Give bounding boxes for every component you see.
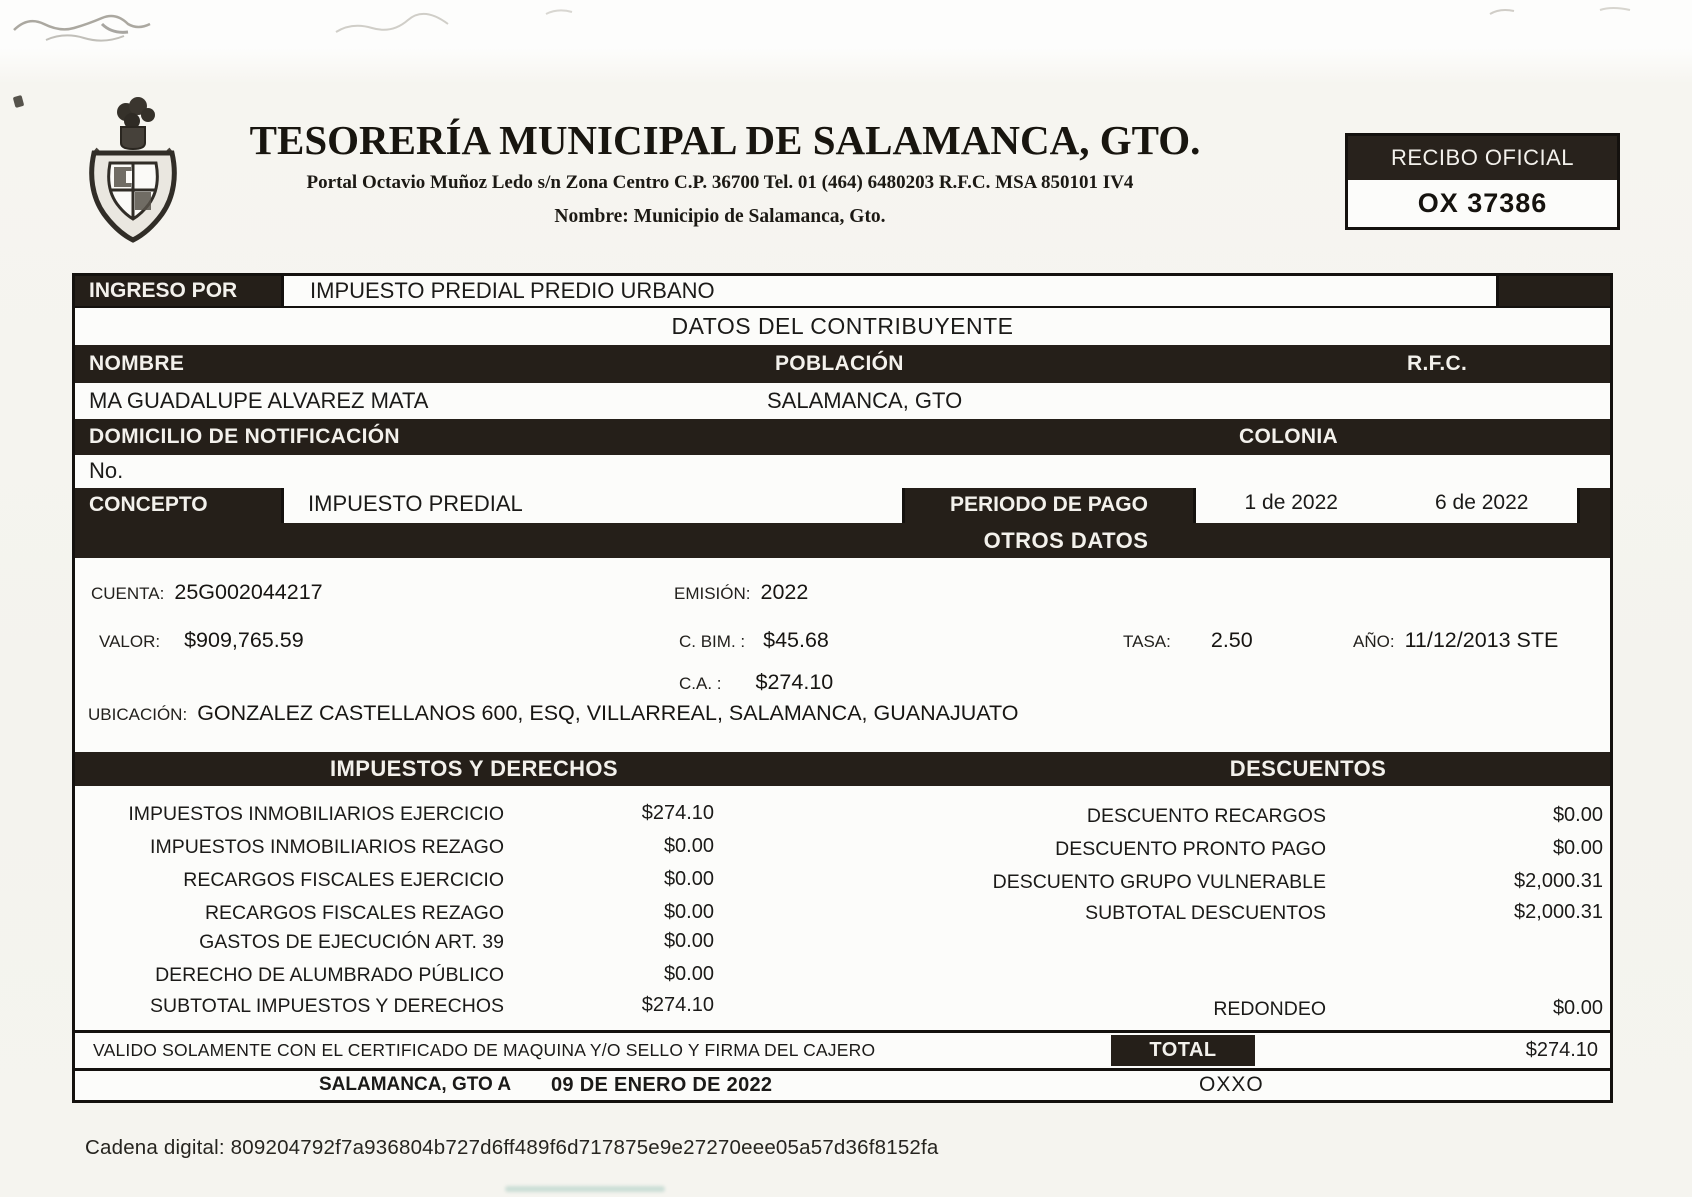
row-label: IMPUESTOS INMOBILIARIOS REZAGO <box>150 836 504 858</box>
row-amount: $2,000.31 <box>1514 901 1603 923</box>
place-date-row <box>75 1068 1610 1100</box>
row-label: IMPUESTOS INMOBILIARIOS EJERCICIO <box>128 803 504 825</box>
pencil-scribble-artifact <box>6 2 626 57</box>
ingreso-por-value: IMPUESTO PREDIAL PREDIO URBANO <box>281 276 1499 306</box>
row-label: DESCUENTO PRONTO PAGO <box>1055 838 1326 860</box>
periodo-inicio: 1 de 2022 <box>1244 491 1338 514</box>
total-label: TOTAL <box>1111 1035 1255 1066</box>
date-text: 09 DE ENERO DE 2022 <box>551 1074 773 1096</box>
row-amount: $2,000.31 <box>1514 870 1603 892</box>
emision-field <box>674 580 808 605</box>
valor-value: $909,765.59 <box>184 628 304 652</box>
periodo-de-pago-label: PERIODO DE PAGO <box>950 493 1148 516</box>
contribuyente-values-row <box>75 383 1610 419</box>
concepto-value: IMPUESTO PREDIAL <box>281 488 905 523</box>
row-label: GASTOS DE EJECUCIÓN ART. 39 <box>199 931 504 953</box>
tasa-label: TASA: <box>1123 632 1171 651</box>
emision-label: EMISIÓN: <box>674 584 751 603</box>
anio-field <box>1353 628 1558 653</box>
contribuyente-header-band <box>75 345 1610 383</box>
row-label: SUBTOTAL IMPUESTOS Y DERECHOS <box>150 995 504 1017</box>
valido-text: VALIDO SOLAMENTE CON EL CERTIFICADO DE MAQUINA Y/O SELLO Y FIRMA DEL CAJERO <box>93 1040 876 1060</box>
cashier-text: OXXO <box>1199 1073 1264 1096</box>
ubicacion-field <box>88 701 1018 726</box>
periodo-de-pago-values <box>1193 488 1580 523</box>
row-label: DESCUENTO RECARGOS <box>1086 805 1326 827</box>
otros-datos-content <box>75 558 1610 752</box>
emision-value: 2022 <box>760 580 809 604</box>
cuenta-field <box>91 580 323 605</box>
concepto-row <box>75 488 1610 523</box>
scan-marks-artifact <box>1480 2 1680 32</box>
domicilio-values-row <box>75 455 1610 488</box>
amounts-tables <box>75 786 1610 1030</box>
rfc-label: R.F.C. <box>1407 352 1468 375</box>
receipt-number: OX 37386 <box>1417 188 1548 218</box>
row-label: RECARGOS FISCALES EJERCICIO <box>183 869 504 891</box>
domicilio-label: DOMICILIO DE NOTIFICACIÓN <box>89 425 400 448</box>
domicilio-value: No. <box>89 458 124 483</box>
cbim-label: C. BIM. : <box>679 632 746 651</box>
ingreso-por-label: INGRESO POR <box>89 279 238 302</box>
ca-label: C.A. : <box>679 674 722 693</box>
valor-field <box>99 628 304 653</box>
row-amount: $0.00 <box>663 963 714 985</box>
row-amount: $0.00 <box>1552 997 1603 1019</box>
tables-header-band <box>75 752 1610 786</box>
ubicacion-label: UBICACIÓN: <box>88 705 188 724</box>
section-title-contribuyente: DATOS DEL CONTRIBUYENTE <box>671 313 1014 339</box>
cbim-field <box>679 628 829 653</box>
ca-field <box>679 670 833 695</box>
header-name-line: Nombre: Municipio de Salamanca, Gto. <box>554 206 886 227</box>
row-label: DESCUENTO GRUPO VULNERABLE <box>992 871 1326 893</box>
row-amount: $0.00 <box>663 835 714 857</box>
periodo-fin: 6 de 2022 <box>1435 491 1529 514</box>
row-amount: $0.00 <box>1552 837 1603 859</box>
receipt-body <box>72 273 1613 1103</box>
cuenta-label: CUENTA: <box>91 584 165 603</box>
official-receipt-box <box>1345 133 1620 230</box>
row-amount: $0.00 <box>1552 804 1603 826</box>
colonia-label: COLONIA <box>1239 425 1338 448</box>
cuenta-value: 25G002044217 <box>174 580 323 604</box>
valido-total-row <box>75 1030 1610 1068</box>
municipal-shield-icon <box>84 95 182 243</box>
poblacion-label: POBLACIÓN <box>775 352 904 375</box>
impuestos-title: IMPUESTOS Y DERECHOS <box>330 756 618 781</box>
row-amount: $274.10 <box>641 802 714 824</box>
total-amount: $274.10 <box>1525 1039 1598 1061</box>
row-label: DERECHO DE ALUMBRADO PÚBLICO <box>155 964 504 986</box>
nombre-value: MA GUADALUPE ALVAREZ MATA <box>89 388 429 413</box>
tasa-value: 2.50 <box>1210 628 1253 652</box>
descuentos-title: DESCUENTOS <box>1229 756 1387 781</box>
header-address: Portal Octavio Muñoz Ledo s/n Zona Centro C.P. 36700 Tel. 01 (464) 6480203 R.F.C. MSA 850101 IV4 <box>306 172 1134 193</box>
anio-label: AÑO: <box>1353 632 1395 651</box>
row-label: REDONDEO <box>1213 998 1326 1020</box>
ubicacion-value: GONZALEZ CASTELLANOS 600, ESQ, VILLARREAL, SALAMANCA, GUANAJUATO <box>197 701 1019 725</box>
row-label: SUBTOTAL DESCUENTOS <box>1085 902 1326 924</box>
anio-value: 11/12/2013 STE <box>1404 628 1559 652</box>
row-amount: $0.00 <box>663 901 714 923</box>
digital-chain-text: Cadena digital: 809204792f7a936804b727d6ff489f6d717875e9e27270eee05a57d36f8152fa <box>85 1136 939 1159</box>
ca-value: $274.10 <box>755 670 834 694</box>
scanner-smudge-artifact <box>505 1186 665 1192</box>
poblacion-value: SALAMANCA, GTO <box>767 388 963 413</box>
receipt-box-label: RECIBO OFICIAL <box>1348 136 1617 180</box>
place-text: SALAMANCA, GTO A <box>319 1074 512 1095</box>
row-amount: $274.10 <box>641 994 714 1016</box>
otros-datos-title: OTROS DATOS <box>983 528 1149 553</box>
otros-datos-band <box>75 523 1610 558</box>
nombre-label: NOMBRE <box>89 352 185 375</box>
row-amount: $0.00 <box>663 930 714 952</box>
row-amount: $0.00 <box>663 868 714 890</box>
row-label: RECARGOS FISCALES REZAGO <box>204 902 504 924</box>
tasa-field <box>1123 628 1253 653</box>
page-title: TESORERÍA MUNICIPAL DE SALAMANCA, GTO. <box>249 117 1201 163</box>
ingreso-por-row <box>75 276 1610 308</box>
cbim-value: $45.68 <box>763 628 829 652</box>
valor-label: VALOR: <box>99 632 161 651</box>
domicilio-header-band <box>75 419 1610 455</box>
pen-mark-artifact <box>13 95 25 108</box>
concepto-label: CONCEPTO <box>89 493 208 516</box>
